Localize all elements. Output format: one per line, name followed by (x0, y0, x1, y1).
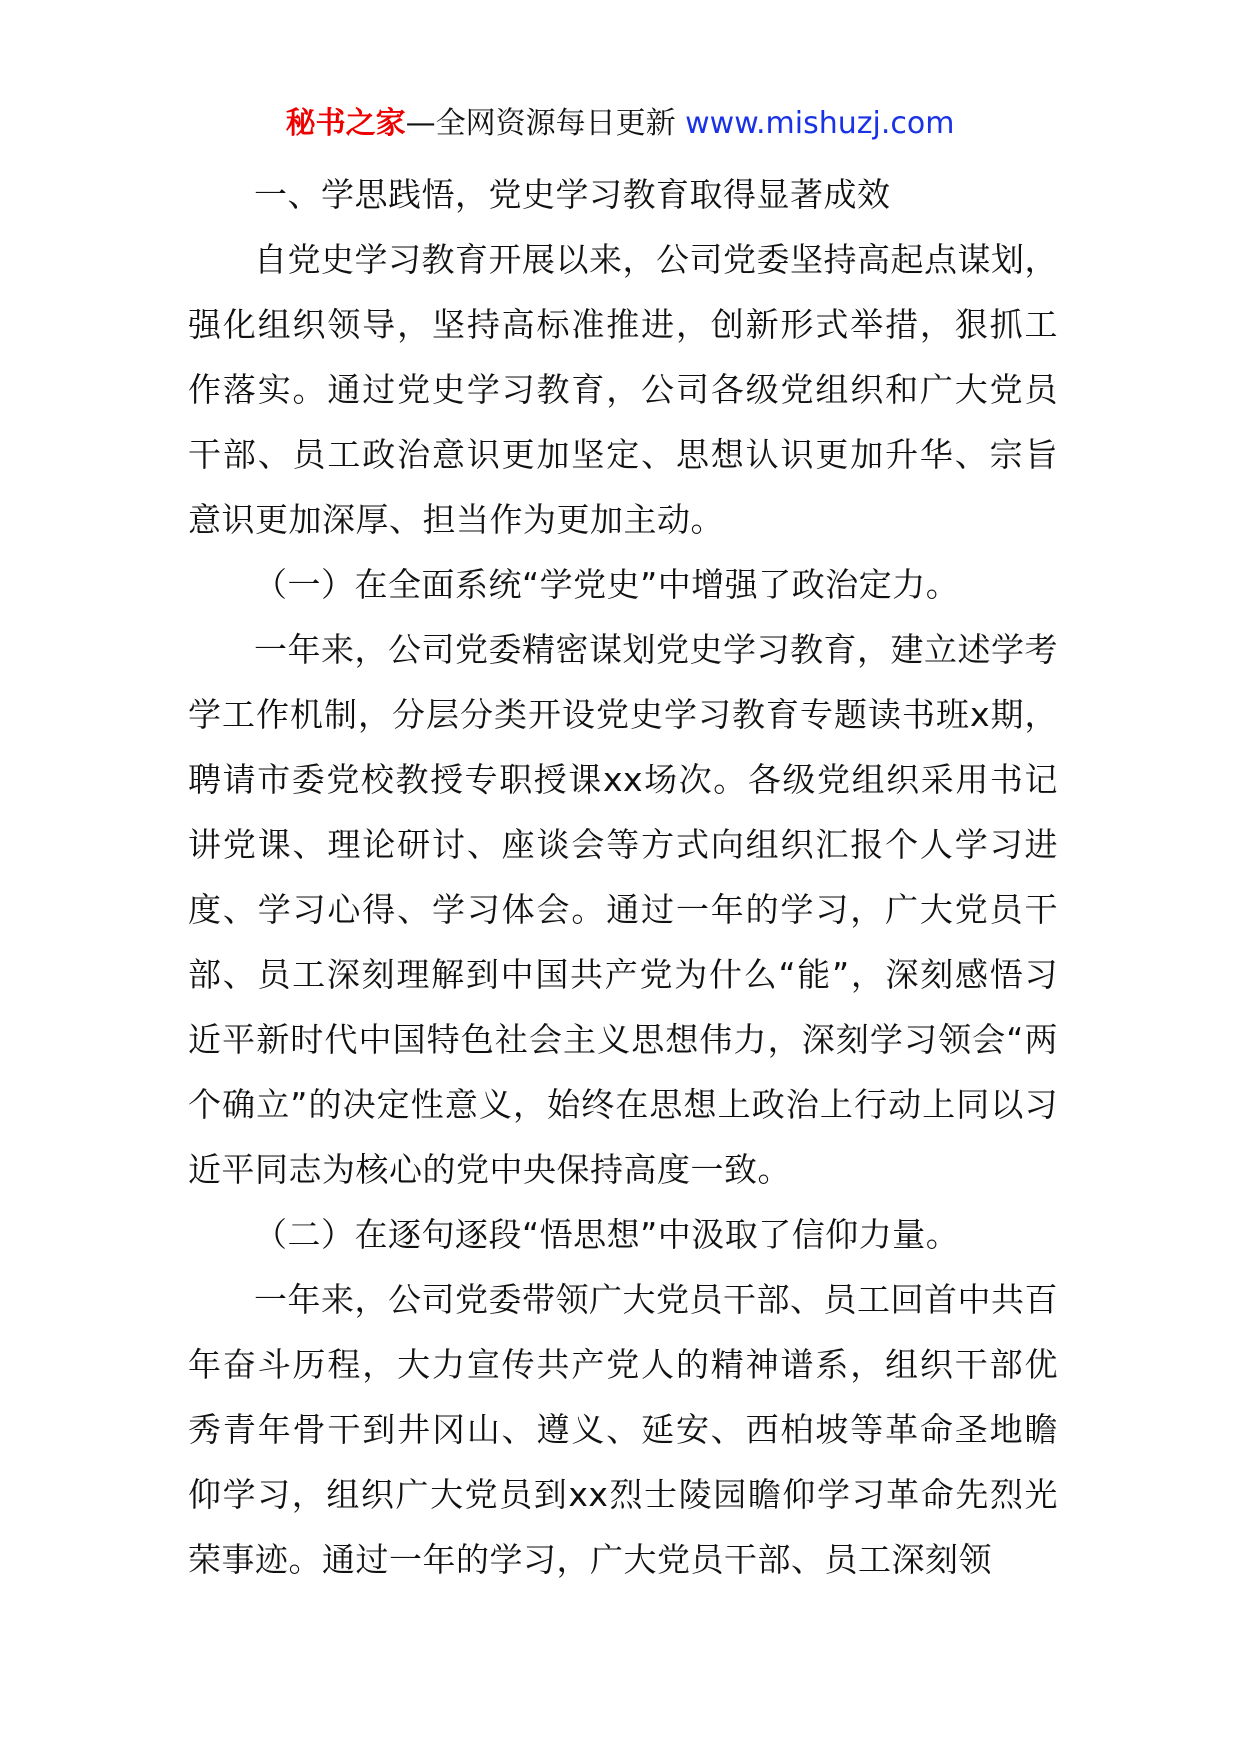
header-url-link[interactable]: www.mishuzj.com (685, 106, 955, 141)
subsection-heading-1: （一）在全面系统“学党史”中增强了政治定力。 (254, 565, 960, 604)
paragraph-understand-thought: 一年来，公司党委带领广大党员干部、员工回首中共百年奋斗历程，大力宣传共产党人的精神谱系，组织干部优秀青年骨干到井冈山、遵义、延安、西柏坡等革命圣地瞻仰学习，组织广大党员到xx烈士陵园瞻仰学习革命先烈光荣事迹。通过一年的学习，广大党员干部、员工深刻领 (188, 1280, 1058, 1579)
header-brand: 秘书之家 (285, 106, 406, 141)
subsection-heading-2: （二）在逐句逐段“悟思想”中汲取了信仰力量。 (254, 1215, 960, 1254)
header-slogan: —全网资源每日更新 (405, 106, 676, 141)
document-body (188, 162, 1058, 1592)
page-header (0, 104, 1240, 144)
section-heading-1: 一、学思践悟，党史学习教育取得显著成效 (254, 175, 891, 214)
paragraph-intro: 自党史学习教育开展以来，公司党委坚持高起点谋划，强化组织领导，坚持高标准推进，创新形式举措，狠抓工作落实。通过党史学习教育，公司各级党组织和广大党员干部、员工政治意识更加坚定、思想认识更加升华、宗旨意识更加深厚、担当作为更加主动。 (188, 240, 1058, 539)
paragraph-study-history: 一年来，公司党委精密谋划党史学习教育，建立述学考学工作机制，分层分类开设党史学习教育专题读书班x期，聘请市委党校教授专职授课xx场次。各级党组织采用书记讲党课、理论研讨、座谈会等方式向组织汇报个人学习进度、学习心得、学习体会。通过一年的学习，广大党员干部、员工深刻理解到中国共产党为什么“能”，深刻感悟习近平新时代中国特色社会主义思想伟力，深刻学习领会“两个确立”的决定性意义，始终在思想上政治上行动上同以习近平同志为核心的党中央保持高度一致。 (188, 630, 1058, 1189)
